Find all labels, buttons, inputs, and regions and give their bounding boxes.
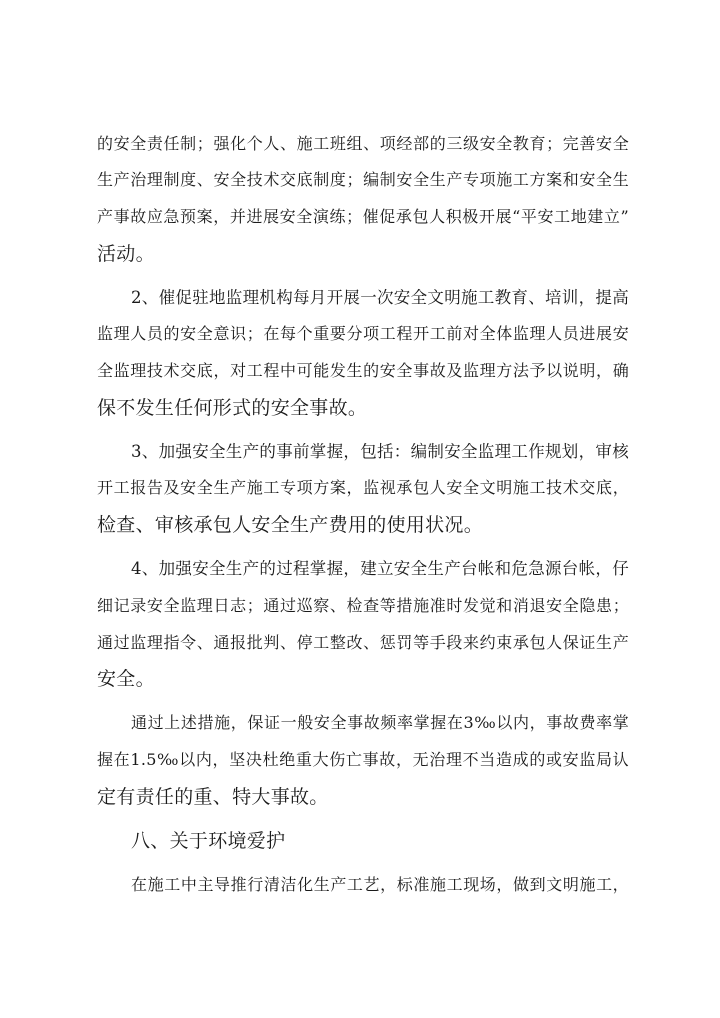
paragraph-line: 3、加强安全生产的事前掌握，包括：编制安全监理工作规划，审核 [131, 442, 629, 461]
paragraph-line: 检查、审核承包人安全生产费用的使用状况。 [97, 514, 484, 536]
paragraph-line: 通过上述措施，保证一般安全事故频率掌握在3‰以内，事故费率掌 [131, 713, 629, 732]
paragraph-line: 定有责任的重、特大事故。 [97, 786, 329, 808]
paragraph-line: 细记录安全监理日志；通过巡察、检查等措施准时发觉和消退安全隐患； [97, 596, 629, 615]
paragraph-line: 通过监理指令、通报批判、停工整改、惩罚等手段来约束承包人保证生产 [97, 633, 629, 652]
section-heading: 八、关于环境爱护 [131, 830, 286, 852]
paragraph-line: 安全。 [97, 668, 155, 690]
paragraph-line: 在施工中主导推行清洁化生产工艺，标准施工现场，做到文明施工， [131, 875, 629, 894]
paragraph-line: 的安全责任制；强化个人、施工班组、项经部的三级安全教育；完善安全 [97, 134, 629, 153]
paragraph-line: 开工报告及安全生产施工专项方案，监视承包人安全文明施工技术交底， [97, 478, 629, 497]
paragraph-line: 全监理技术交底，对工程中可能发生的安全事故及监理方法予以说明，确 [97, 361, 629, 380]
paragraph-line: 握在1.5‰以内，坚决杜绝重大伤亡事故，无治理不当造成的或安监局认 [97, 750, 629, 769]
paragraph-line: 监理人员的安全意识；在每个重要分项工程开工前对全体监理人员进展安 [97, 324, 629, 343]
paragraph-line: 生产治理制度、安全技术交底制度；编制安全生产专项施工方案和安全生 [97, 170, 629, 189]
paragraph-line: 保不发生任何形式的安全事故。 [97, 397, 368, 419]
paragraph-line: 产事故应急预案，并进展安全演练；催促承包人积极开展“平安工地建立” [97, 207, 629, 226]
paragraph-line: 活动。 [97, 243, 155, 265]
paragraph-line: 2、催促驻地监理机构每月开展一次安全文明施工教育、培训，提高 [131, 288, 629, 307]
paragraph-line: 4、加强安全生产的过程掌握，建立安全生产台帐和危急源台帐，仔 [131, 559, 629, 578]
